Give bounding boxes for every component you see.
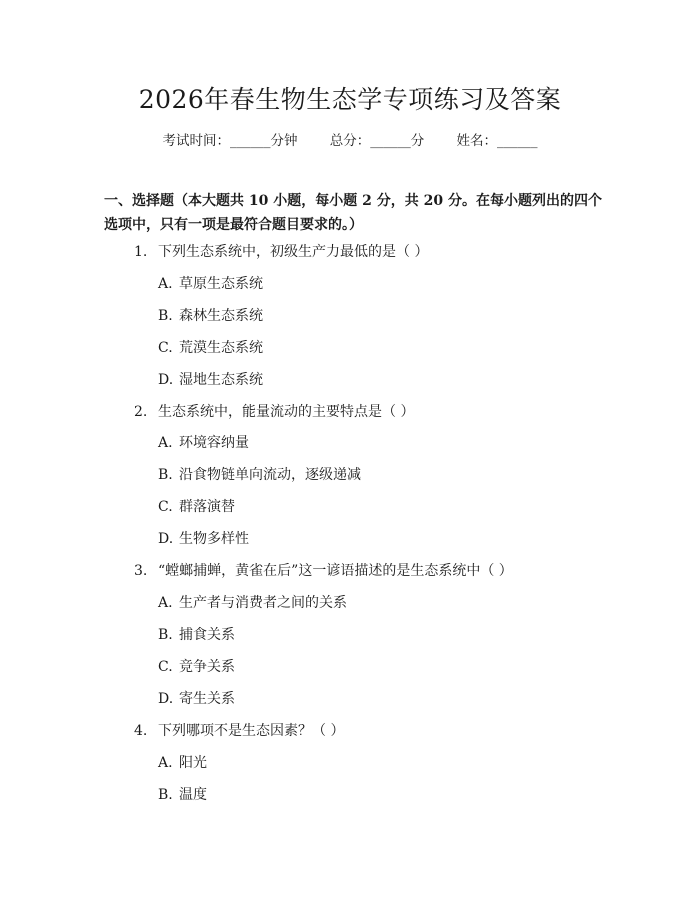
option-text: 温度	[179, 787, 207, 803]
question-number: 2.	[134, 404, 148, 420]
option-text: 捕食关系	[179, 627, 235, 643]
question-4	[134, 721, 344, 741]
question-2	[134, 402, 414, 422]
question-4-option-b	[158, 785, 207, 805]
option-text: 阳光	[179, 755, 207, 771]
student-name-field: 姓名：______	[456, 133, 538, 149]
exam-time-field: 考试时间：______分钟	[162, 133, 298, 149]
question-number: 1.	[134, 244, 148, 260]
option-text: 生物多样性	[179, 531, 249, 547]
option-text: 湿地生态系统	[179, 372, 263, 388]
total-score-field: 总分：______分	[329, 133, 425, 149]
option-letter: D.	[158, 531, 174, 547]
question-text: 生态系统中，能量流动的主要特点是（ ）	[158, 404, 415, 420]
question-1-option-b	[158, 306, 263, 326]
option-letter: B.	[158, 308, 173, 324]
option-letter: B.	[158, 467, 173, 483]
option-letter: A.	[158, 755, 173, 771]
option-text: 环境容纳量	[179, 435, 249, 451]
page-title: 2026年春生物生态学专项练习及答案	[138, 85, 562, 114]
option-text: 森林生态系统	[179, 308, 263, 324]
question-text: “螳螂捕蝉，黄雀在后”这一谚语描述的是生态系统中（ ）	[158, 563, 513, 579]
option-letter: B.	[158, 787, 173, 803]
question-2-option-d	[158, 529, 249, 549]
option-text: 沿食物链单向流动，逐级递减	[179, 467, 361, 483]
question-3-option-b	[158, 625, 235, 645]
question-1	[134, 242, 428, 262]
question-1-option-d	[158, 370, 263, 390]
option-letter: D.	[158, 372, 174, 388]
option-text: 荒漠生态系统	[179, 340, 263, 356]
option-text: 群落演替	[179, 499, 235, 515]
option-letter: C.	[158, 499, 173, 515]
question-3-option-a	[158, 593, 347, 613]
question-3-option-d	[158, 689, 235, 709]
question-2-option-a	[158, 433, 249, 453]
question-text: 下列生态系统中，初级生产力最低的是（ ）	[158, 244, 429, 260]
question-4-option-a	[158, 753, 207, 773]
question-number: 3.	[134, 563, 148, 579]
option-letter: C.	[158, 340, 173, 356]
option-text: 寄生关系	[179, 691, 235, 707]
question-2-option-b	[158, 465, 361, 485]
option-text: 竞争关系	[179, 659, 235, 675]
option-letter: C.	[158, 659, 173, 675]
option-letter: A.	[158, 435, 173, 451]
option-text: 草原生态系统	[179, 276, 263, 292]
question-1-option-a	[158, 274, 263, 294]
exam-info-line	[0, 132, 700, 150]
question-1-option-c	[158, 338, 263, 358]
question-2-option-c	[158, 497, 235, 517]
option-text: 生产者与消费者之间的关系	[179, 595, 347, 611]
section-heading: 一、选择题（本大题共 10 小题，每小题 2 分，共 20 分。在每小题列出的四个选项中，只有一项是最符合题目要求的。）	[104, 193, 602, 233]
question-3	[134, 561, 513, 581]
option-letter: A.	[158, 595, 173, 611]
question-text: 下列哪项不是生态因素？（ ）	[158, 723, 345, 739]
option-letter: B.	[158, 627, 173, 643]
question-3-option-c	[158, 657, 235, 677]
option-letter: A.	[158, 276, 173, 292]
option-letter: D.	[158, 691, 174, 707]
question-number: 4.	[134, 723, 148, 739]
